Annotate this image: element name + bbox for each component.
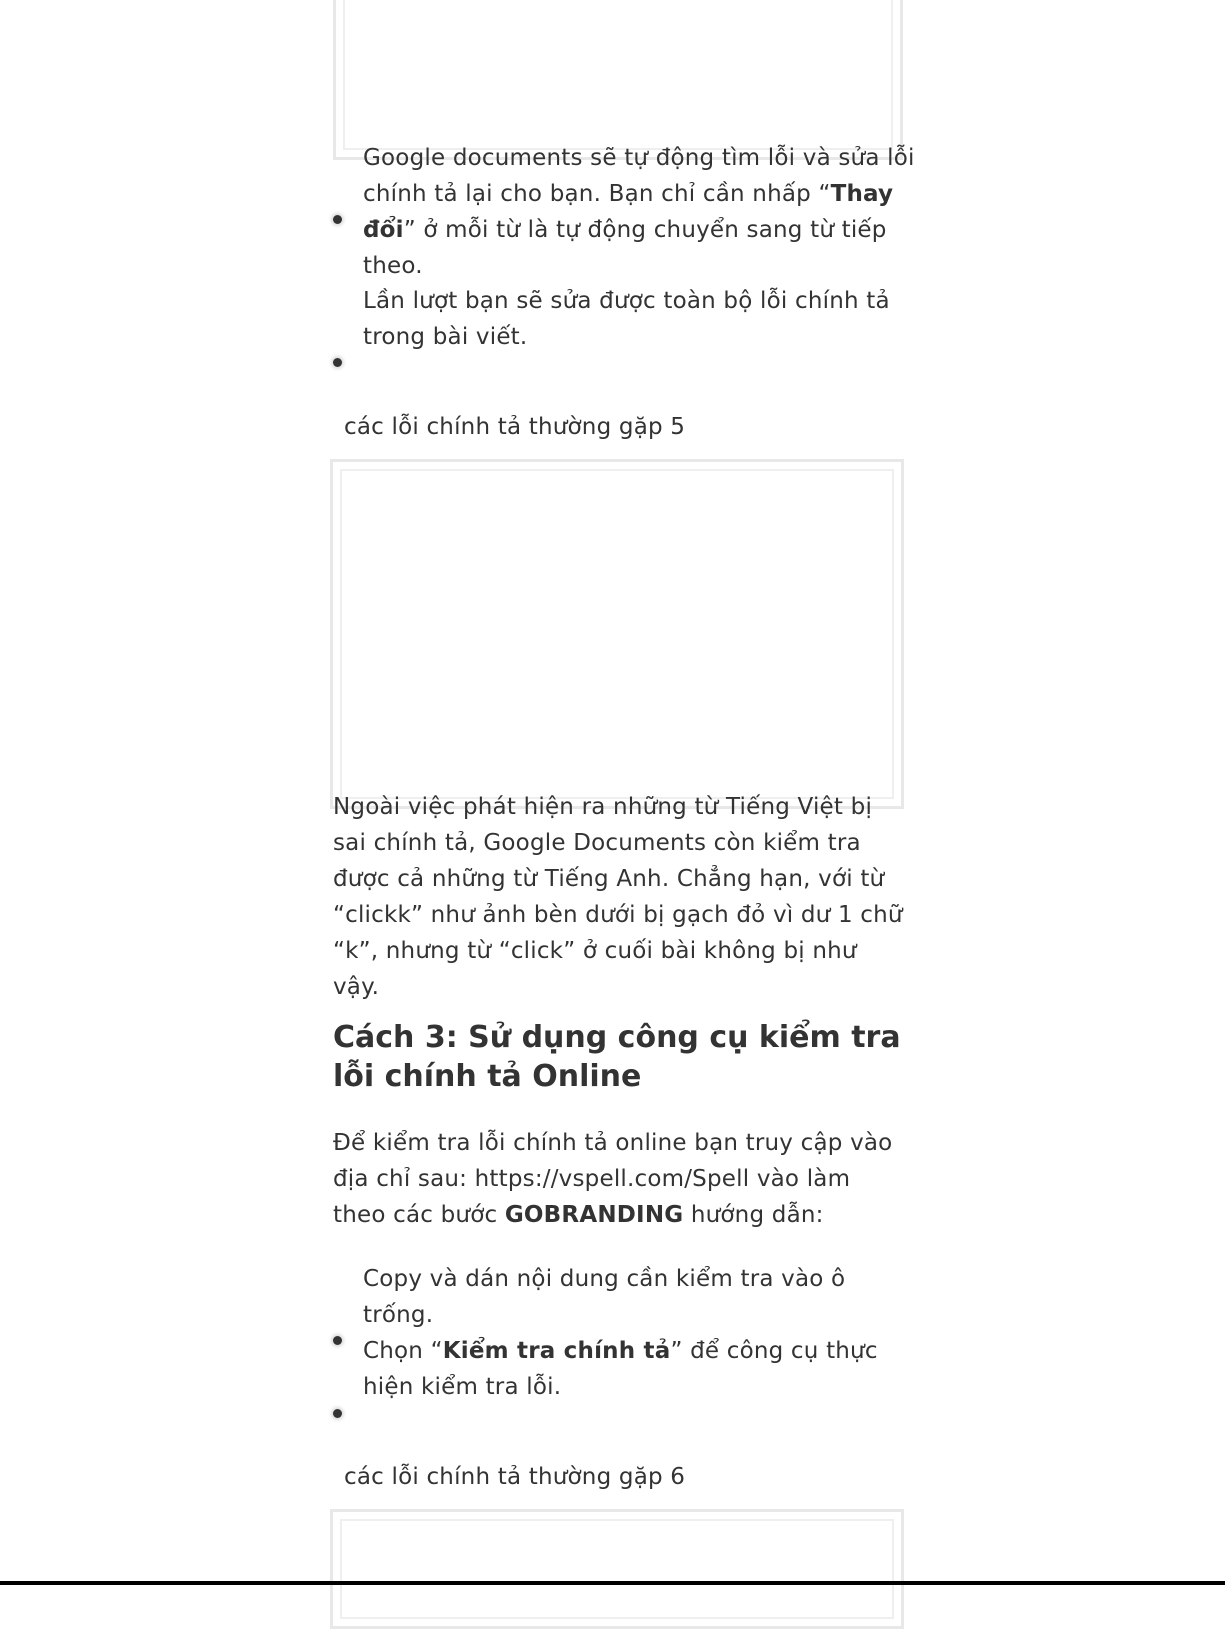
step-bold-text: Thay đổi <box>363 181 894 243</box>
paragraph-online-intro <box>333 1125 908 1233</box>
image-caption: các lỗi chính tả thường gặp 6 <box>344 1464 686 1490</box>
image-placeholder-bottom <box>330 1509 904 1629</box>
step-text: Google documents sẽ tự động tìm lỗi và sửa lỗi chính tả lại cho bạn. Bạn chỉ cần nhấp “ <box>363 145 915 207</box>
image-placeholder-inner <box>340 469 894 799</box>
list-item-step-check <box>363 1333 923 1405</box>
step-text: ” ở mỗi từ là tự động chuyển sang từ tiếp theo. <box>363 217 887 279</box>
section-heading: Cách 3: Sử dụng công cụ kiểm tra lỗi chính tả Online <box>333 1020 901 1094</box>
step-bold-text: Kiểm tra chính tả <box>442 1338 671 1364</box>
bottom-edge-bar <box>0 1581 1225 1585</box>
list-item-step-paste <box>363 1261 923 1333</box>
image-placeholder <box>330 459 904 809</box>
step-text: Chọn “ <box>363 1338 443 1364</box>
list-bullet <box>333 1409 342 1418</box>
list-bullet <box>333 215 342 224</box>
image-placeholder-inner <box>340 1519 894 1619</box>
image-caption: các lỗi chính tả thường gặp 5 <box>344 414 686 440</box>
step-text: Lần lượt bạn sẽ sửa được toàn bộ lỗi chính tả trong bài viết. <box>363 288 890 350</box>
brand-name: GOBRANDING <box>504 1202 684 1228</box>
step-text: Copy và dán nội dung cần kiểm tra vào ô trống. <box>363 1266 846 1328</box>
step-text: ” để công cụ thực hiện kiểm tra lỗi. <box>363 1338 878 1400</box>
image-placeholder-top <box>333 0 903 160</box>
list-item-step-fix-all <box>363 283 923 355</box>
intro-text: Để kiểm tra lỗi chính tả online bạn truy cập vào địa chỉ sau: https://vspell.com/Spell vào làm theo các bước <box>333 1130 893 1228</box>
paragraph-google-docs: Ngoài việc phát hiện ra những từ Tiếng Việt bị sai chính tả, Google Documents còn kiểm tra được cả những từ Tiếng Anh. Chẳng hạn, với từ “clickk” như ảnh bèn dưới bị gạch đỏ vì dư 1 chữ “k”, nhưng từ “click” ở cuối bài không bị như vậy. <box>333 794 903 1000</box>
list-item-step-change <box>363 140 923 284</box>
list-bullet <box>333 1336 342 1345</box>
list-bullet <box>333 358 342 367</box>
image-placeholder-inner <box>343 0 893 150</box>
intro-text: hướng dẫn: <box>683 1202 824 1228</box>
